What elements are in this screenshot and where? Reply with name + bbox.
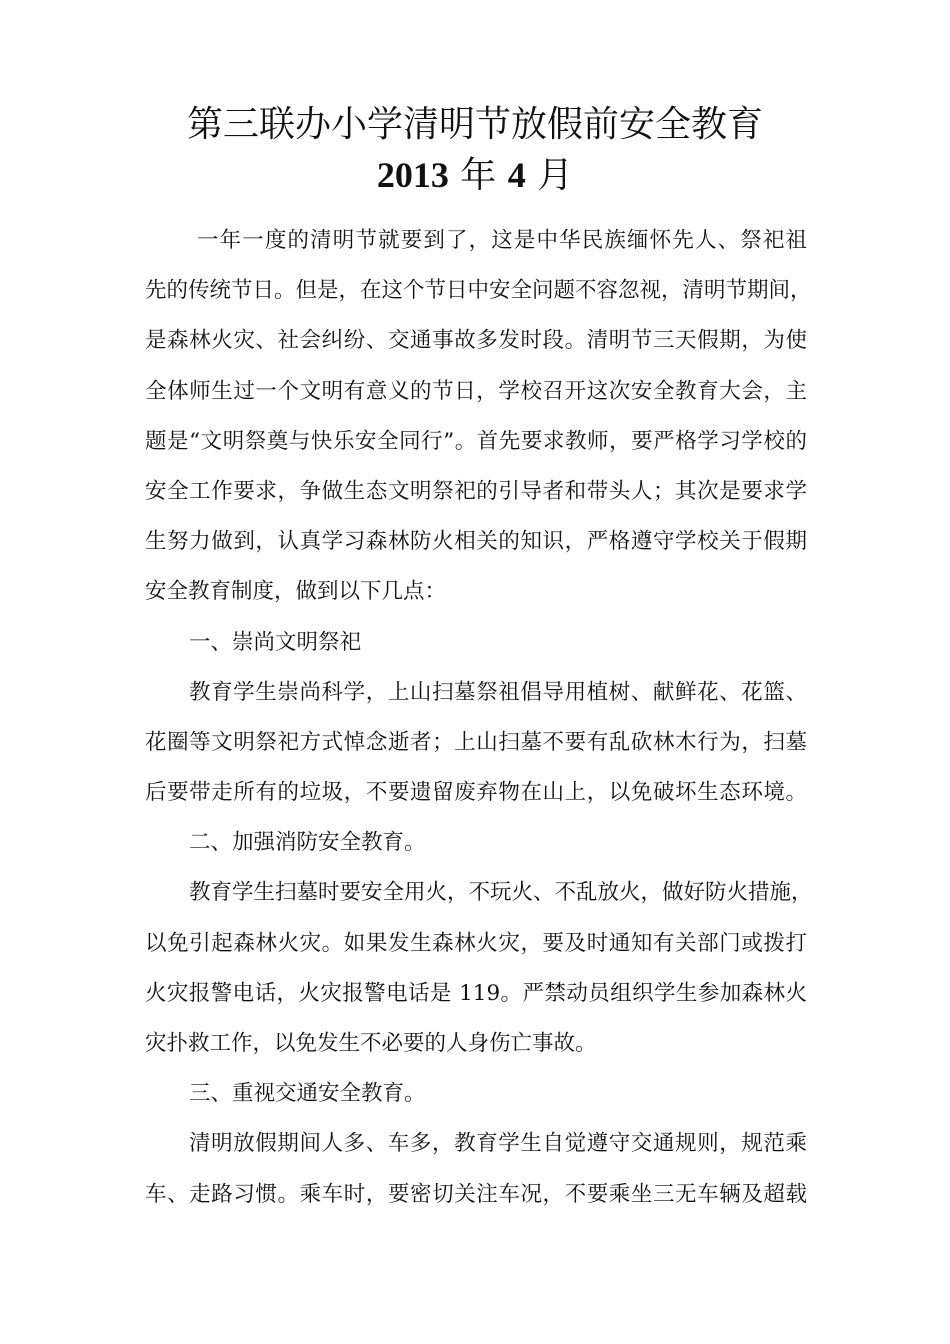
body-line: 火灾报警电话，火灾报警电话是 119。严禁动员组织学生参加森林火 [145, 980, 807, 1006]
body-line: 花圈等文明祭祀方式悼念逝者；上山扫墓不要有乱砍林木行为，扫墓 [145, 729, 807, 755]
body-line: 灾扑救工作，以免发生不必要的人身伤亡事故。 [145, 1031, 597, 1056]
body-line: 生努力做到，认真学习森林防火相关的知识，严格遵守学校关于假期 [145, 529, 807, 555]
body-line: 后要带走所有的垃圾，不要遗留废弃物在山上，以免破坏生态环境。 [145, 780, 807, 806]
body-line: 一年一度的清明节就要到了，这是中华民族缅怀先人、祭祀祖 [197, 228, 807, 253]
date-year-unit: 年 [448, 155, 508, 196]
section-heading: 三、重视交通安全教育。 [189, 1081, 426, 1107]
document-title: 第三联办小学清明节放假前安全教育 [186, 104, 763, 145]
body-line: 安全教育制度，做到以下几点： [145, 579, 447, 605]
section-heading: 一、崇尚文明祭祀 [189, 629, 362, 655]
body-line: 全体师生过一个文明有意义的节日，学校召开这次安全教育大会，主 [145, 378, 807, 404]
body-line: 教育学生崇尚科学，上山扫墓祭祖倡导用植树、献鲜花、花篮、 [189, 679, 807, 705]
body-line: 先的传统节日。但是，在这个节日中安全问题不容忽视，清明节期间， [145, 278, 812, 304]
date-year: 2013 [376, 155, 449, 195]
body-line: 教育学生扫墓时要安全用火，不玩火、不乱放火，做好防火措施， [189, 880, 813, 906]
body-line: 安全工作要求，争做生态文明祭祀的引导者和带头人；其次是要求学 [145, 478, 807, 504]
body-line: 车、走路习惯。乘车时，要密切关注车况，不要乘坐三无车辆及超载 [145, 1181, 807, 1207]
body-line: 以免引起森林火灾。如果发生森林火灾，要及时通知有关部门或拨打 [145, 930, 807, 956]
body-line: 题是“文明祭奠与快乐安全同行”。首先要求教师，要严格学习学校的 [145, 428, 807, 454]
body-line: 清明放假期间人多、车多，教育学生自觉遵守交通规则，规范乘 [189, 1131, 807, 1157]
document-date [0, 150, 950, 201]
date-month: 4 [507, 155, 526, 195]
document-body [145, 216, 813, 1220]
body-line: 是森林火灾、社会纠纷、交通事故多发时段。清明节三天假期，为使 [145, 328, 807, 354]
date-month-unit: 月 [525, 155, 574, 196]
section-heading: 二、加强消防安全教育。 [189, 830, 426, 856]
